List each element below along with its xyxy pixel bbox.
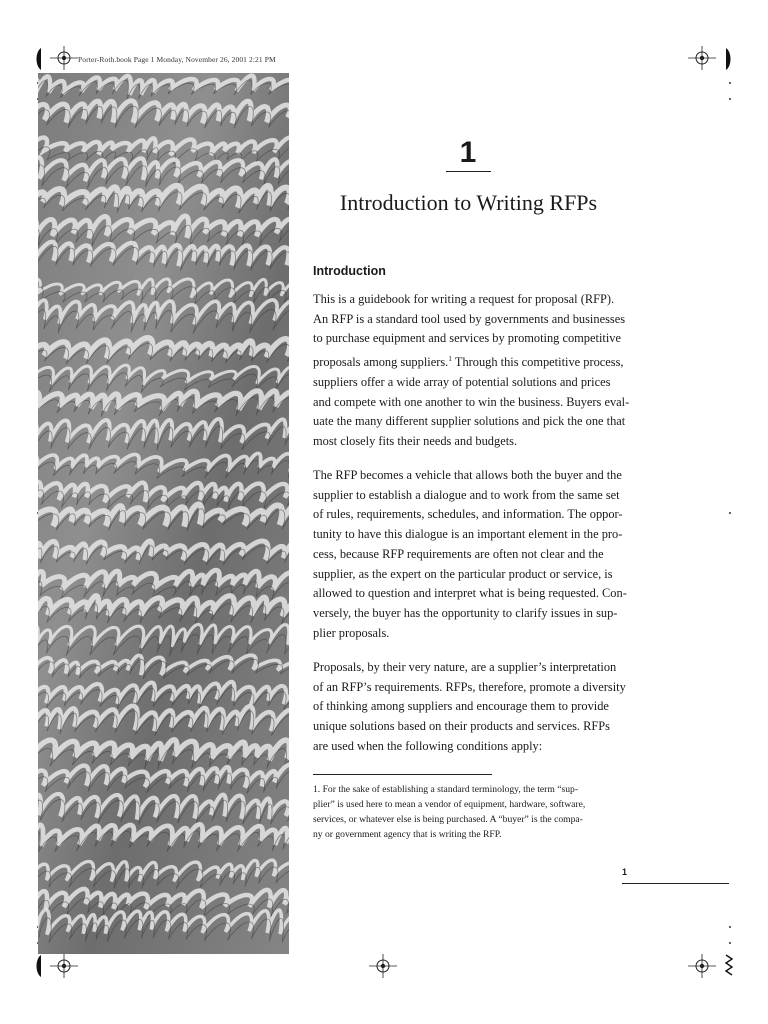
text-line: versely, the buyer has the opportunity to clarify issues in sup- <box>313 605 618 620</box>
footnote-line: plier” is used here to mean a vendor of equipment, hardware, software, <box>313 799 586 810</box>
text-line: to purchase equipment and services by promoting competitive <box>313 331 621 346</box>
text-line: uate the many different supplier solutions and pick the one that <box>313 414 626 429</box>
crop-mark-icon <box>33 46 43 72</box>
printer-slug: Porter-Roth.book Page 1 Monday, November 26, 2001 2:21 PM <box>78 55 276 64</box>
text-line: supplier to establish a dialogue and to work from the same set <box>313 487 620 502</box>
body-paragraph <box>313 290 634 452</box>
trim-dot <box>729 942 731 944</box>
text-line: of an RFP’s requirements. RFPs, therefore, promote a diversity <box>313 679 626 694</box>
footnote-rule <box>313 774 492 775</box>
registration-mark-icon <box>44 44 84 74</box>
text-line: cess, because RFP requirements are often not clear and the <box>313 546 604 561</box>
text-line: and compete with one another to win the business. Buyers eval- <box>313 394 630 409</box>
text-line: proposals among suppliers. <box>313 355 449 370</box>
crop-mark-icon <box>33 953 43 979</box>
text-line: The RFP becomes a vehicle that allows both the buyer and the <box>313 468 622 482</box>
text-line: most closely fits their needs and budgets. <box>313 434 518 449</box>
registration-mark-icon <box>682 952 722 982</box>
text-line: An RFP is a standard tool used by governments and businesses <box>313 311 626 326</box>
text-line: Proposals, by their very nature, are a supplier’s interpretation <box>313 660 617 674</box>
text-line: tunity to have this dialogue is an important element in the pro- <box>313 527 623 542</box>
text-line: of thinking among suppliers and encourage them to provide <box>313 699 609 714</box>
footnote-line: services, or whatever else is being purchased. A “buyer” is the compa- <box>313 814 583 825</box>
footnote-line: 1. For the sake of establishing a standard terminology, the term “sup- <box>313 784 579 795</box>
text-line: unique solutions based on their products and services. RFPs <box>313 719 611 734</box>
trim-dot <box>729 512 731 514</box>
trim-dot <box>729 926 731 928</box>
registration-mark-icon <box>363 952 403 982</box>
footnote <box>313 782 635 842</box>
chapter-number: 1 <box>459 136 477 169</box>
footnote-reference: 1 <box>448 354 453 364</box>
registration-mark-icon <box>44 952 84 982</box>
trim-dot <box>729 98 731 100</box>
body-paragraph <box>313 658 634 757</box>
page-number: 1 <box>622 867 628 877</box>
handwriting-texture-image <box>38 73 289 954</box>
text-line: are used when the following conditions apply: <box>313 738 543 753</box>
crop-mark-icon <box>724 46 734 72</box>
registration-mark-icon <box>682 44 722 74</box>
folio-rule <box>622 883 729 884</box>
text-line: supplier, as the expert on the particular product or service, is <box>313 566 613 581</box>
chapter-rule <box>446 171 491 172</box>
section-heading: Introduction <box>313 264 386 278</box>
footnote-line: ny or government agency that is writing the RFP. <box>313 829 502 840</box>
text-line: of rules, requirements, schedules, and information. The oppor- <box>313 507 623 522</box>
text-line: allowed to question and interpret what is being requested. Con- <box>313 586 627 601</box>
text-line: suppliers offer a wide array of potential solutions and prices <box>313 374 611 389</box>
text-line: This is a guidebook for writing a request for proposal (RFP). <box>313 292 615 306</box>
chapter-title: Introduction to Writing RFPs <box>339 190 598 215</box>
text-line: Through this competitive process, <box>452 355 624 370</box>
text-line: plier proposals. <box>313 625 390 640</box>
body-paragraph <box>313 466 634 643</box>
crop-mark-icon <box>724 953 734 979</box>
trim-dot <box>729 82 731 84</box>
